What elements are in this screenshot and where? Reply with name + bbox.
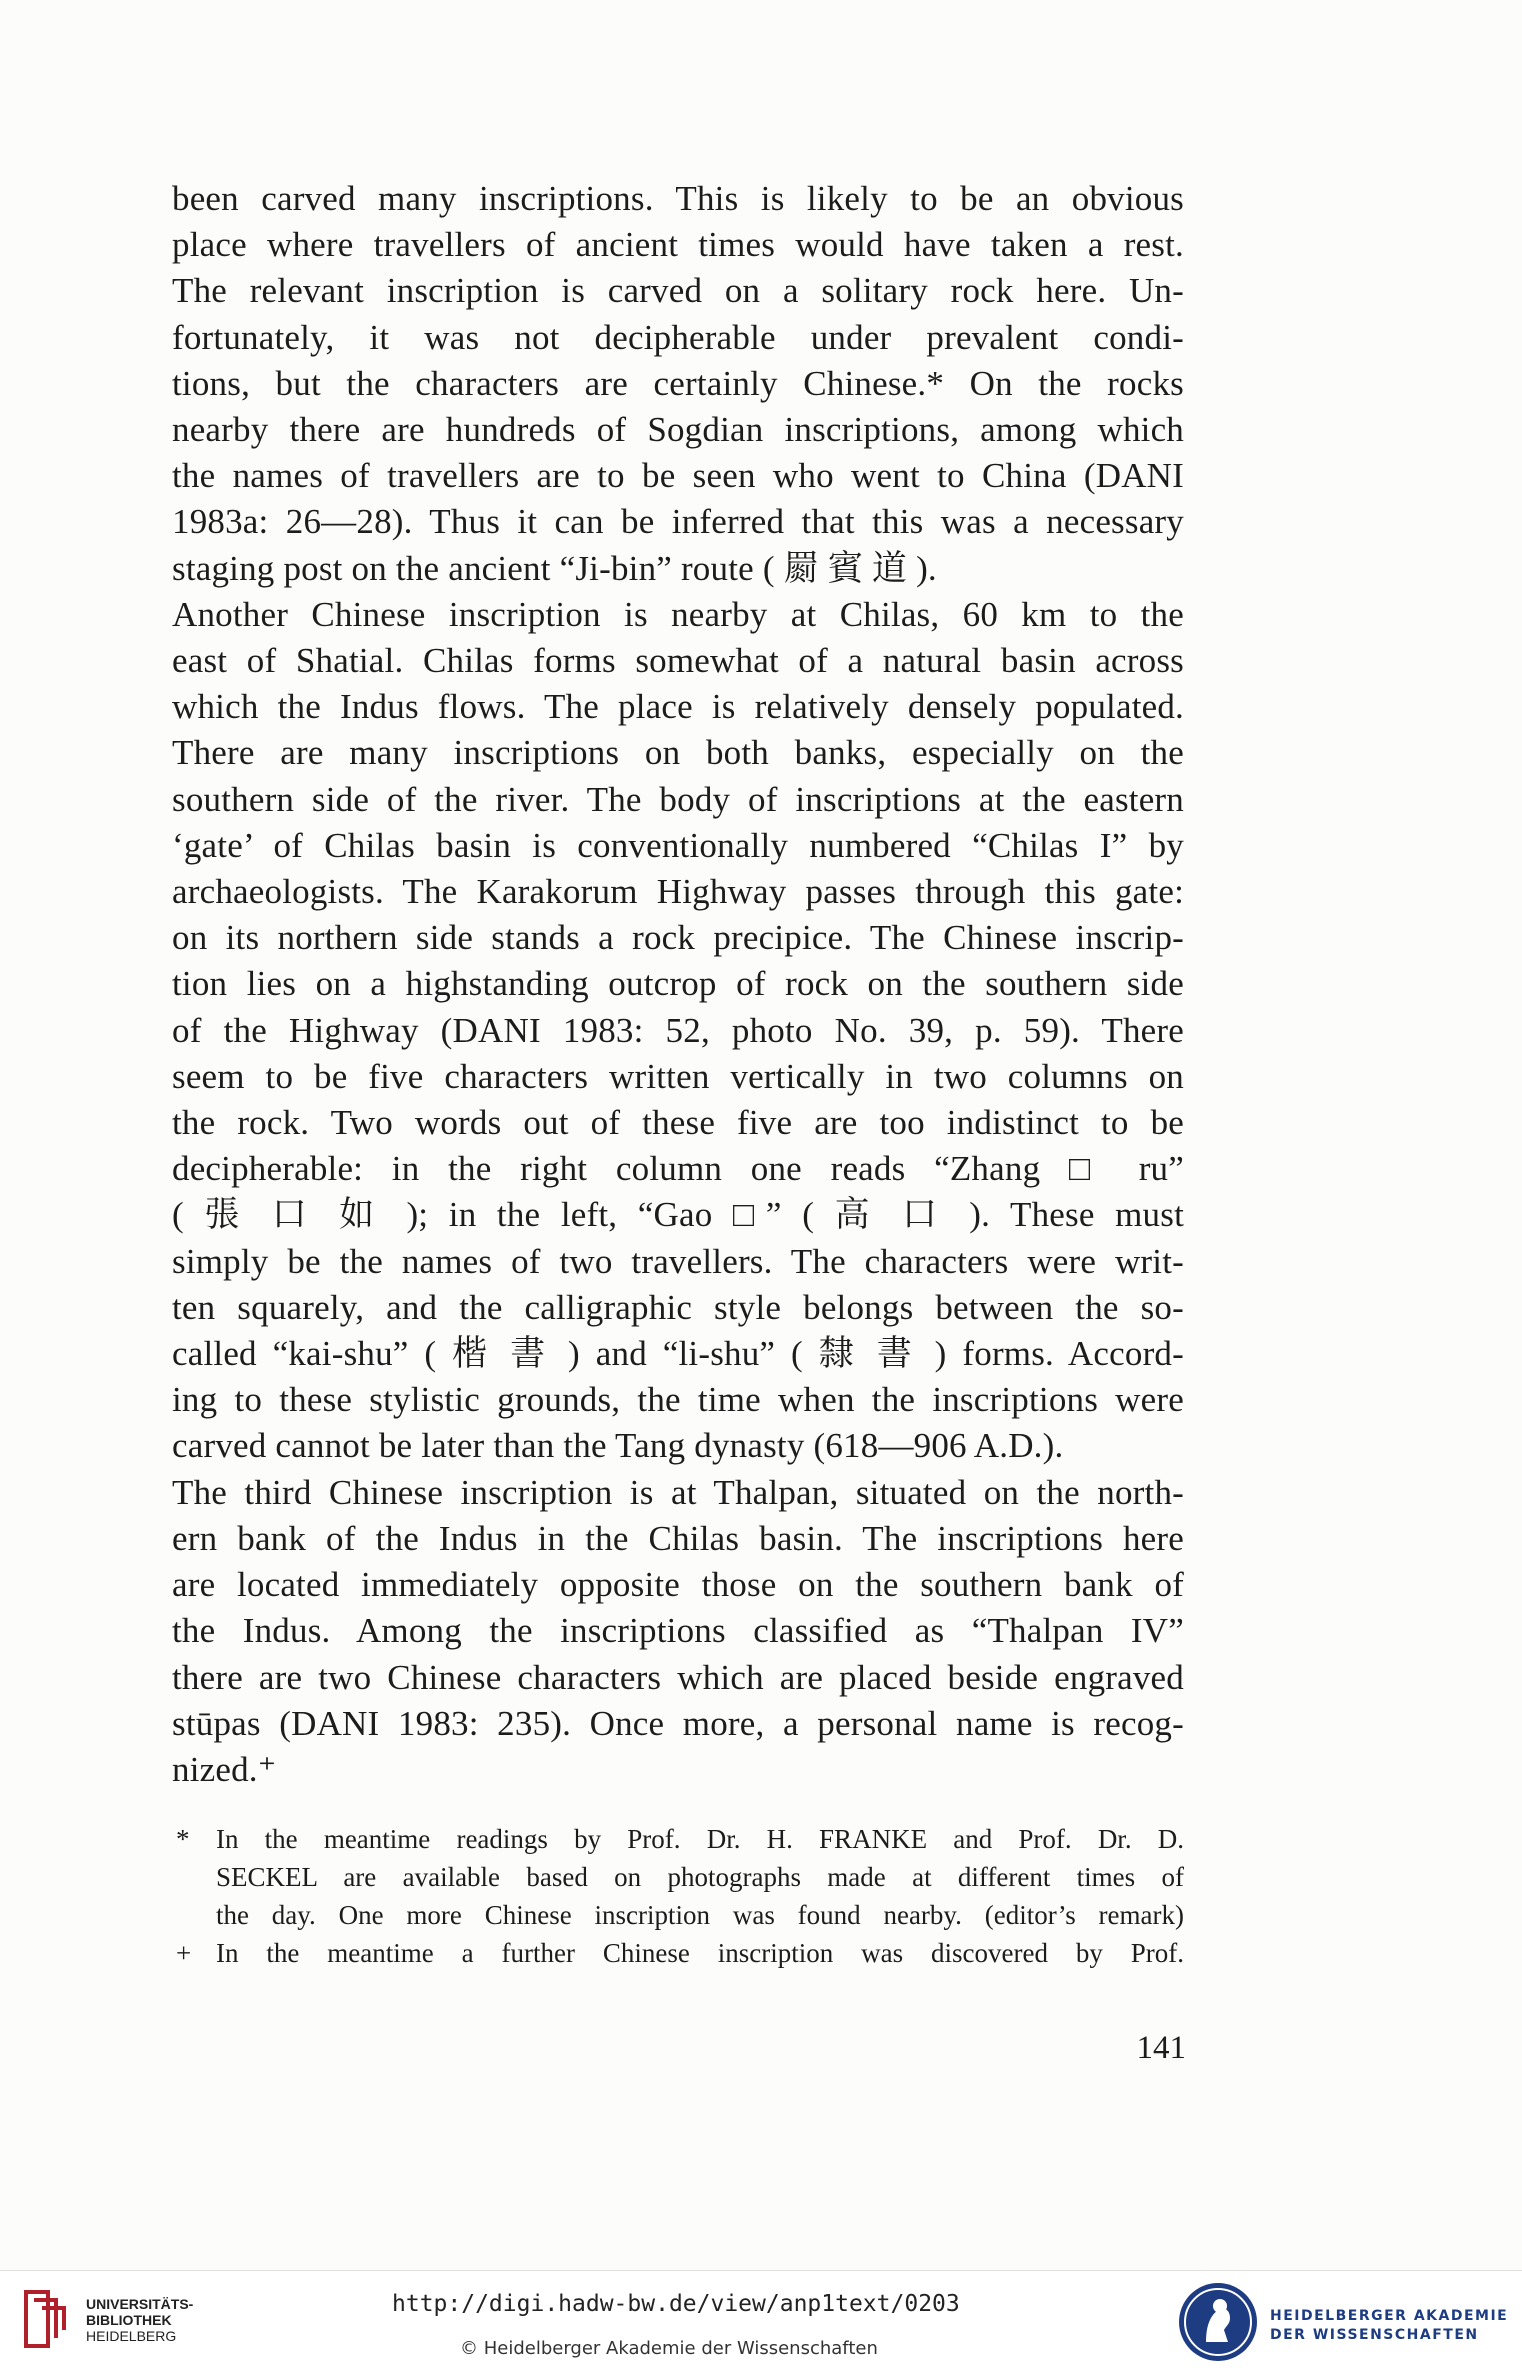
body-line: called “kai-shu” ( 楷 書 ) and “li-shu” ( 隸 書 ) forms. Accord- — [172, 1334, 1184, 1374]
body-line: been carved many inscriptions. This is likely to be an obvious — [172, 179, 1184, 218]
page-number: 141 — [1136, 2030, 1186, 2066]
university-library-logo-icon — [18, 2284, 80, 2354]
body-line: of the Highway (DANI 1983: 52, photo No. 39, p. 59). There — [172, 1010, 1184, 1050]
body-line: ‘gate’ of Chilas basin is conventionally numbered “Chilas I” by — [172, 825, 1184, 865]
body-line: east of Shatial. Chilas forms somewhat of a natural basin across — [172, 641, 1184, 681]
footnote — [172, 1820, 1184, 1934]
academy-seal-icon — [1176, 2280, 1260, 2364]
body-line: simply be the names of two travellers. The characters were writ- — [172, 1241, 1184, 1281]
body-text — [172, 176, 1184, 1793]
copyright-notice: © Heidelberger Akademie der Wissenschaften — [460, 2338, 878, 2359]
library-name-line3: HEIDELBERG — [86, 2328, 177, 2344]
body-line: which the Indus flows. The place is relatively densely populated. — [172, 687, 1184, 727]
footnote-mark: + — [176, 1938, 192, 1968]
body-line: are located immediately opposite those on the southern bank of — [172, 1565, 1184, 1605]
academy-name-line1: HEIDELBERGER AKADEMIE — [1270, 2308, 1509, 2324]
body-line: the rock. Two words out of these five are too indistinct to be — [172, 1103, 1184, 1143]
library-name-line1: UNIVERSITÄTS- — [86, 2296, 194, 2312]
body-line: fortunately, it was not decipherable under prevalent condi- — [172, 317, 1184, 357]
body-line: There are many inscriptions on both banks, especially on the — [172, 733, 1184, 773]
body-line: The relevant inscription is carved on a solitary rock here. Un- — [172, 271, 1184, 311]
body-line: tion lies on a highstanding outcrop of rock on the southern side — [172, 964, 1184, 1004]
body-line: ing to these stylistic grounds, the time when the inscriptions were — [172, 1380, 1184, 1420]
body-line: there are two Chinese characters which are placed beside engraved — [172, 1657, 1184, 1697]
body-line: stūpas (DANI 1983: 235). Once more, a personal name is recog- — [172, 1703, 1184, 1743]
academy-name-line2: DER WISSENSCHAFTEN — [1270, 2327, 1479, 2343]
footnote-line: In the meantime a further Chinese inscription was discovered by Prof. — [216, 1938, 1184, 1968]
body-line: ern bank of the Indus in the Chilas basin. The inscriptions here — [172, 1518, 1184, 1558]
body-line: tions, but the characters are certainly Chinese.* On the rocks — [172, 363, 1184, 403]
footnote-line: the day. One more Chinese inscription was found nearby. (editor’s remark) — [216, 1900, 1184, 1930]
university-library-name — [86, 2296, 193, 2344]
body-line: ( 張 口 如 ); in the left, “Gao □” ( 高 口 ). These must — [172, 1195, 1184, 1235]
body-line: the Indus. Among the inscriptions classified as “Thalpan IV” — [172, 1611, 1184, 1651]
body-line: nized.⁺ — [172, 1749, 277, 1789]
permalink-url[interactable]: http://digi.hadw-bw.de/view/anp1text/0203 — [392, 2291, 960, 2317]
body-line: Another Chinese inscription is nearby at Chilas, 60 km to the — [172, 594, 1184, 634]
academy-name — [1270, 2307, 1508, 2345]
body-line: staging post on the ancient “Ji-bin” route ( 罽 賓 道 ). — [172, 548, 937, 588]
footnote-mark: * — [176, 1824, 190, 1854]
footnote-line: SECKEL are available based on photographs made at different times of — [216, 1862, 1184, 1892]
footnote-line: In the meantime readings by Prof. Dr. H. FRANKE and Prof. Dr. D. — [216, 1824, 1184, 1854]
body-line: the names of travellers are to be seen who went to China (DANI — [172, 456, 1184, 496]
body-line: on its northern side stands a rock precipice. The Chinese inscrip- — [172, 918, 1184, 958]
body-line: southern side of the river. The body of inscriptions at the eastern — [172, 779, 1184, 819]
body-line: seem to be five characters written vertically in two columns on — [172, 1056, 1184, 1096]
body-line: 1983a: 26—28). Thus it can be inferred that this was a necessary — [172, 502, 1184, 542]
body-line: carved cannot be later than the Tang dynasty (618—906 A.D.). — [172, 1426, 1064, 1466]
footnotes — [172, 1820, 1184, 1972]
body-line: decipherable: in the right column one reads “Zhang □ ru” — [172, 1149, 1184, 1189]
library-name-line2: BIBLIOTHEK — [86, 2312, 172, 2328]
body-line: ten squarely, and the calligraphic style belongs between the so- — [172, 1287, 1184, 1327]
body-line: The third Chinese inscription is at Thalpan, situated on the north- — [172, 1472, 1184, 1512]
body-line: place where travellers of ancient times would have taken a rest. — [172, 225, 1184, 265]
body-line: nearby there are hundreds of Sogdian inscriptions, among which — [172, 410, 1184, 450]
body-line: archaeologists. The Karakorum Highway passes through this gate: — [172, 872, 1184, 912]
footnote — [172, 1934, 1184, 1972]
